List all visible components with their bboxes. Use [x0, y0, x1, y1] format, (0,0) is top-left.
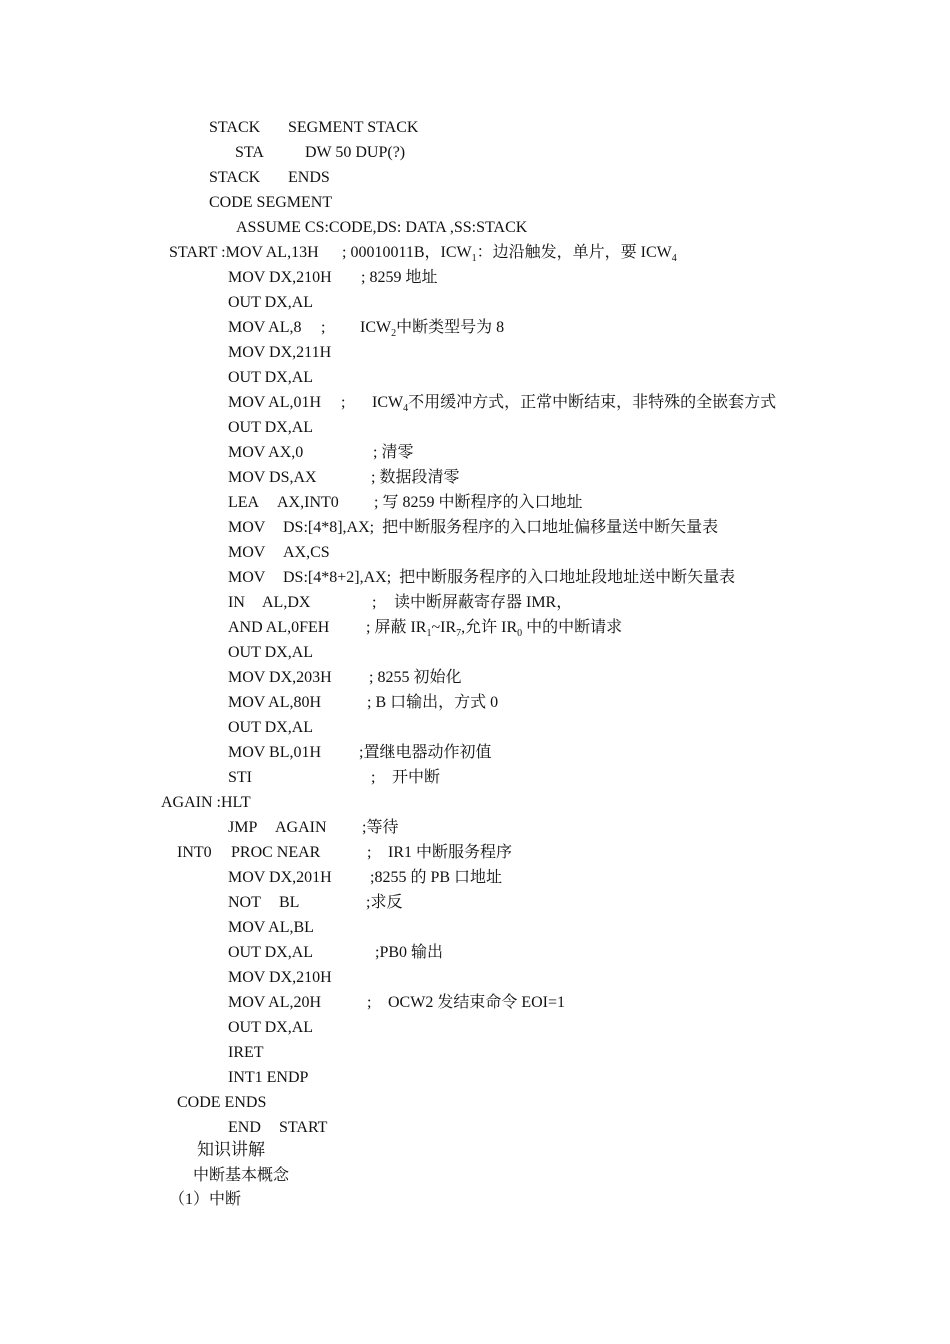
code-line-11: OUT DX,AL: [228, 369, 314, 386]
code-line-10: MOV DX,211H: [228, 344, 332, 361]
code-line-40: CODE ENDS: [177, 1094, 267, 1111]
code-line-22: OUT DX,AL: [228, 644, 314, 661]
code-line-31: MOV DX,201H ;8255 的 PB 口地址: [228, 869, 503, 886]
code-line-17: MOV DS:[4*8],AX; 把中断服务程序的入口地址偏移量送中断矢量表: [228, 519, 719, 536]
code-line-33: MOV AL,BL: [228, 919, 314, 936]
code-line-28: AGAIN :HLT: [161, 794, 251, 811]
code-line-27: STI ; 开中断: [228, 769, 441, 786]
code-line-25: OUT DX,AL: [228, 719, 314, 736]
code-line-39: INT1 ENDP: [228, 1069, 309, 1086]
code-line-13: OUT DX,AL: [228, 419, 314, 436]
code-line-41: END START: [228, 1119, 328, 1136]
code-line-21: AND AL,0FEH ; 屏蔽 $IR_1\sim IR_7$,允许 $IR_0$ 中的中断请求: [228, 619, 623, 639]
code-line-14: MOV AX,0 ; 清零: [228, 444, 414, 461]
code-line-5: ASSUME CS:CODE,DS: DATA ,SS:STACK: [236, 219, 528, 236]
code-line-2: STA DW 50 DUP(?): [235, 144, 406, 161]
code-line-30: INT0 PROC NEAR ; IR1 中断服务程序: [177, 844, 513, 861]
code-line-3: STACK ENDS: [209, 169, 330, 186]
code-line-36: MOV AL,20H ; OCW2 发结束命令 EOI=1: [228, 994, 566, 1011]
code-line-32: NOT BL ;求反: [228, 894, 403, 911]
code-line-8: OUT DX,AL: [228, 294, 314, 311]
code-line-20: IN AL,DX ; 读中断屏蔽寄存器 IMR，: [228, 594, 573, 611]
code-line-1: STACK SEGMENT STACK: [209, 119, 419, 136]
code-line-7: MOV DX,210H ; 8259 地址: [228, 269, 438, 286]
code-line-23: MOV DX,203H ; 8255 初始化: [228, 669, 462, 686]
code-line-34: OUT DX,AL ;PB0 输出: [228, 944, 444, 961]
section-subheading: 中断基本概念: [193, 1167, 290, 1184]
code-line-6: START :MOV AL,13H ; 00010011B，$ICW_1$：边沿触发，单片，要 $ICW_4$: [169, 244, 677, 264]
list-item-interrupt: （1）中断: [169, 1191, 242, 1208]
code-line-4: CODE SEGMENT: [209, 194, 333, 211]
code-line-19: MOV DS:[4*8+2],AX; 把中断服务程序的入口地址段地址送中断矢量表: [228, 569, 736, 586]
code-line-9: MOV AL,8 ; $ICW_2$中断类型号为 8: [228, 319, 505, 339]
code-line-37: OUT DX,AL: [228, 1019, 314, 1036]
code-line-38: IRET: [228, 1044, 264, 1061]
code-line-24: MOV AL,80H ; B 口输出，方式 0: [228, 694, 499, 711]
code-line-12: MOV AL,01H ; $ICW_4$不用缓冲方式，正常中断结束，非特殊的全嵌套方式: [228, 394, 777, 414]
code-line-29: JMP AGAIN ;等待: [228, 819, 399, 836]
section-heading: 知识讲解: [197, 1140, 265, 1159]
code-line-18: MOV AX,CS: [228, 544, 330, 561]
code-line-16: LEA AX,INT0 ; 写 8259 中断程序的入口地址: [228, 494, 583, 511]
code-line-35: MOV DX,210H: [228, 969, 332, 986]
code-line-26: MOV BL,01H ;置继电器动作初值: [228, 744, 492, 761]
code-line-15: MOV DS,AX ; 数据段清零: [228, 469, 460, 486]
